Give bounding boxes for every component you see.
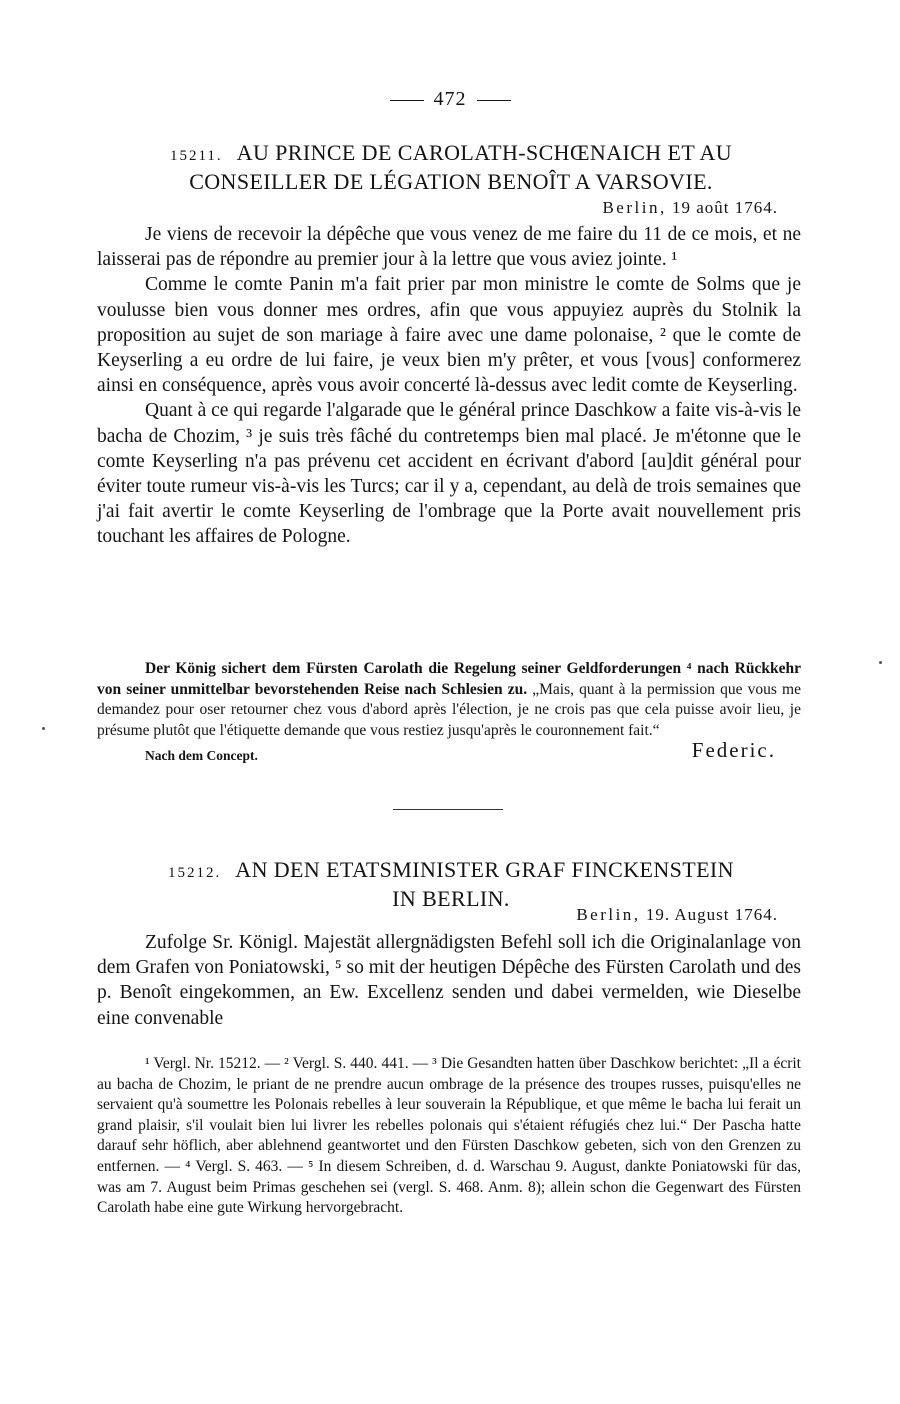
page-number-dash-right — [477, 100, 511, 101]
letter-15211-summary-french: „Mais, quant à la permission que vous me demandez pour oser retourner chez vous d'abord après l'élection, je ne crois pas que cela puisse avoir lieu, je présume plutôt que l'étiquette demande que vous restiez jusqu'après le couronnement fait.“ — [97, 680, 801, 739]
letter-15211-paragraph-3: Quant à ce qui regarde l'algarade que le général prince Daschkow a faite vis-à-vis le bacha de Chozim, ³ je suis très fâché du contretemps bien mal placé. Je m'étonne que le comte Keyserling n'a pas prévenu cet accident en écrivant d'abord [au]dit général pour éviter toute rumeur vis-à-vis les Turcs; car il y a, cependant, au delà de trois semaines que j'ai fait avertir le comte Keyserling de l'ombrage que la Porte avait nouvellement pris touchant les affaires de Pologne. — [97, 400, 801, 548]
letter-15211-summary — [97, 659, 801, 741]
letter-15211-number: 15211. — [169, 148, 223, 164]
letter-15211-dateline — [602, 198, 778, 218]
letter-15211-signature: Federic. — [691, 738, 776, 762]
letter-15211-body — [97, 222, 801, 550]
letter-15212-recipient-line2: IN BERLIN. — [392, 886, 510, 911]
letter-15212-recipient-line1: AN DEN ETATSMINISTER GRAF FINCKENSTEIN — [235, 857, 734, 882]
letter-separator-rule — [393, 809, 503, 810]
letter-15211-summary-german: Der König sichert dem Fürsten Carolath die Regelung seiner Geldforderungen ⁴ nach Rückkehr von seiner unmittelbar bevorstehenden Reise nach Schlesien zu. — [97, 660, 801, 698]
letter-15211-recipient-line1: AU PRINCE DE CAROLATH-SCHŒNAICH ET AU — [236, 140, 733, 165]
scan-speck-right — [879, 661, 882, 664]
letter-15212-body — [97, 930, 801, 1031]
page-number-value: 472 — [433, 88, 467, 110]
letter-15211-summary-text — [97, 659, 801, 741]
letter-15211-recipient-line2: CONSEILLER DE LÉGATION BENOÎT A VARSOVIE. — [189, 169, 713, 194]
letter-15212-dateline — [576, 905, 778, 925]
letter-15212-place: Berlin, — [576, 905, 641, 924]
letter-15212-number: 15212. — [168, 865, 222, 881]
letter-15211-source: Nach dem Concept. — [145, 748, 258, 763]
scan-speck-left — [42, 727, 45, 730]
letter-15212-heading — [96, 857, 806, 912]
letter-15211-paragraph-1: Je viens de recevoir la dépêche que vous venez de me faire du 11 de ce mois, et ne laisserai pas de répondre au premier jour à la lettre que vous aviez jointe. ¹ — [97, 224, 801, 271]
letter-15211-heading — [96, 140, 806, 195]
letter-15211-place: Berlin, — [602, 198, 667, 217]
letter-15212-paragraph-1: Zufolge Sr. Königl. Majestät allergnädigsten Befehl soll ich die Originalanlage von dem Grafen von Poniatowski, ⁵ so mit der heutigen Dépêche des Fürsten Carolath und des p. Benoît eingekommen, an Ew. Excellenz senden und dabei vermelden, wie Dieselbe eine convenable — [97, 932, 801, 1029]
page-number-dash-left — [390, 100, 424, 101]
footnotes — [97, 1054, 801, 1219]
footnotes-text: ¹ Vergl. Nr. 15212. — ² Vergl. S. 440. 441. — ³ Die Gesandten hatten über Daschkow berichtet: „Il a écrit au bacha de Chozim, le priant de ne prendre aucun ombrage de la présence des troupes russes, puisqu'elles ne servaient qu'à soumettre les Polonais rebelles à leur souverain la République, et que même le bacha lui ferait un grand plaisir, s'il voulait bien lui livrer les rebelles polonais qui s'étaient réfugiés chez lui.“ Der Pascha hatte darauf sehr höflich, aber ablehnend geantwortet und den Fürsten Daschkow gebeten, sich von den Grenzen zu entfernen. — ⁴ Vergl. S. 463. — ⁵ In diesem Schreiben, d. d. Warschau 9. August, dankte Poniatowski für das, was am 7. August beim Primas geschehen sei (vergl. S. 468. Anm. 8); allein schon die Gegenwart des Fürsten Carolath habe eine gute Wirkung hervorgebracht. — [97, 1055, 801, 1217]
letter-15212-date: 19. August 1764. — [645, 905, 778, 924]
page-number — [0, 88, 900, 111]
letter-15212-heading-line1 — [96, 857, 806, 886]
letter-15211-paragraph-2: Comme le comte Panin m'a fait prier par mon ministre le comte de Solms que je voulusse bien vous donner mes ordres, afin que vous appuyiez auprès du Stolnik la proposition au sujet de son mariage à faire avec une dame polonaise, ² que le comte de Keyserling a eu ordre de lui faire, je veux bien m'y prêter, et vous [vous] conformerez ainsi en conséquence, après vous avoir concerté là-dessus avec ledit comte de Keyserling. — [97, 274, 801, 397]
letter-15211-heading-line1 — [96, 140, 806, 169]
letter-15211-date: 19 août 1764. — [671, 198, 778, 217]
